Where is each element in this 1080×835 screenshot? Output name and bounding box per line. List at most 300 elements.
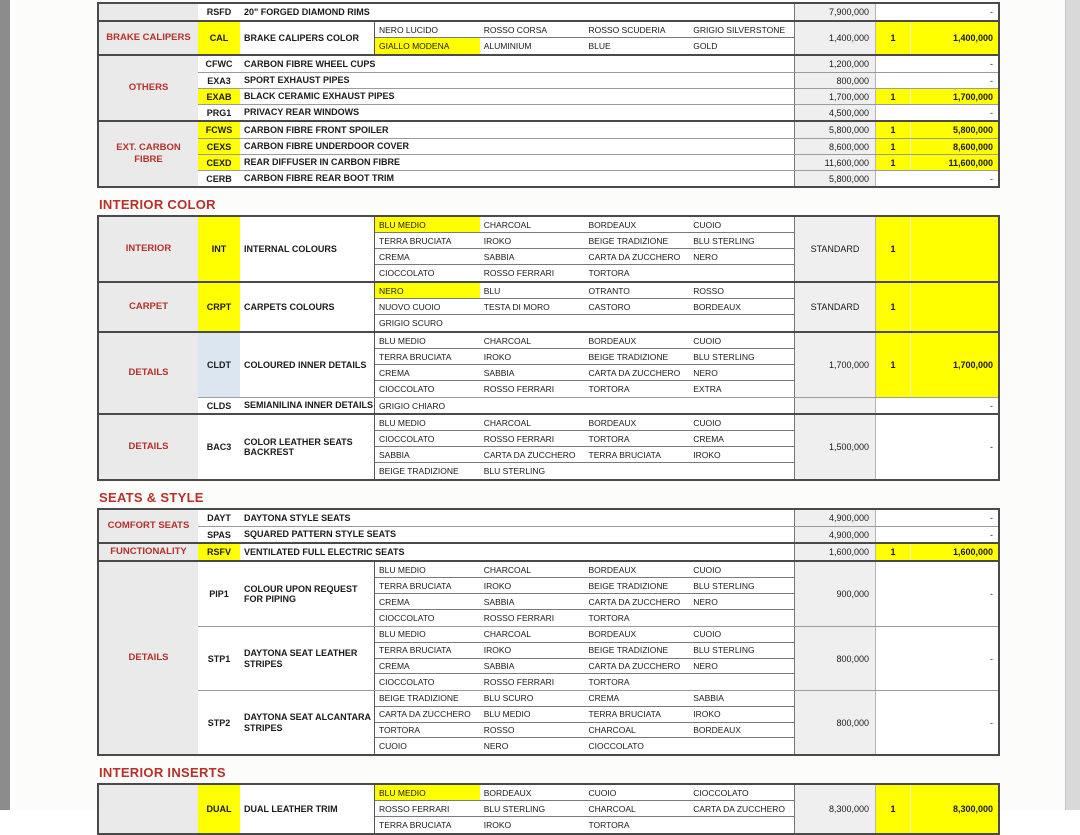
color-option-cell[interactable]: GRIGIO SCURO <box>379 318 443 328</box>
total-cell[interactable]: 1,600,000 <box>910 544 998 560</box>
option-row <box>198 4 998 20</box>
color-option-cell[interactable] <box>585 315 690 331</box>
option-description-cell[interactable]: 20" FORGED DIAMOND RIMS <box>244 6 370 17</box>
category-cell <box>99 122 198 186</box>
category-label: FUNCTIONALITY <box>110 546 187 558</box>
color-option-cell[interactable]: CARTA DA ZUCCHERO <box>588 660 681 671</box>
color-option-cell[interactable]: ROSSO FERRARI <box>483 268 555 278</box>
total-cell[interactable]: 8,300,000 <box>910 785 998 833</box>
color-option-cell[interactable] <box>480 398 585 413</box>
color-option-cell[interactable]: BLU STERLING <box>693 580 755 591</box>
color-option-cell[interactable]: CHARCOAL <box>483 335 531 346</box>
total-cell[interactable]: - <box>990 59 993 69</box>
option-code-cell[interactable]: CEXS <box>198 139 240 154</box>
color-option-cell[interactable]: TERRA BRUCIATA <box>379 235 452 246</box>
color-option-cell[interactable] <box>585 398 690 413</box>
color-option-cell[interactable]: CHARCOAL <box>483 564 531 575</box>
option-description-cell[interactable]: DAYTONA SEAT LEATHER STRIPES <box>244 648 358 669</box>
option-description-cell[interactable]: DUAL LEATHER TRIM <box>244 803 338 814</box>
option-row <box>198 510 998 526</box>
color-option-row <box>375 691 794 707</box>
color-option-cell[interactable]: CREMA <box>588 693 620 704</box>
quantity-cell[interactable]: 1 <box>875 333 910 397</box>
color-option-cell[interactable]: BEIGE TRADIZIONE <box>588 235 669 246</box>
price-cell[interactable]: 1,200,000 <box>794 56 875 72</box>
color-option-cell[interactable]: NERO <box>693 660 718 671</box>
option-row <box>198 562 998 626</box>
total-cell[interactable]: 11,600,000 <box>910 155 998 170</box>
color-option-cell[interactable]: ROSSO FERRARI <box>483 433 555 444</box>
option-code-cell[interactable]: PRG1 <box>206 107 232 118</box>
color-option-cell[interactable]: TERRA BRUCIATA <box>379 820 452 830</box>
quantity-cell[interactable]: 1 <box>875 544 910 560</box>
price-cell[interactable]: 4,500,000 <box>794 105 875 120</box>
color-options-grid <box>374 217 794 281</box>
price-table-area <box>97 2 1000 835</box>
color-option-cell[interactable]: TORTORA <box>588 677 630 688</box>
price-cell[interactable]: 1,400,000 <box>794 22 875 54</box>
options-table-block <box>97 508 1000 756</box>
color-option-cell[interactable]: NERO <box>693 367 718 378</box>
color-option-row <box>375 817 794 833</box>
color-option-cell[interactable]: CUOIO <box>693 629 722 640</box>
option-description-cell[interactable]: REAR DIFFUSER IN CARBON FIBRE <box>244 157 401 168</box>
option-group <box>99 542 998 560</box>
color-option-cell[interactable]: BLU MEDIO <box>379 417 426 428</box>
option-code-cell[interactable]: CLDT <box>198 333 240 397</box>
option-row <box>198 785 998 833</box>
color-option-cell[interactable]: BORDEAUX <box>588 219 637 230</box>
color-option-cell[interactable]: CREMA <box>379 596 410 607</box>
color-options-grid <box>374 627 794 690</box>
color-option-cell[interactable]: CUOIO <box>693 564 722 575</box>
option-code-cell[interactable]: CERB <box>206 173 232 184</box>
option-description-cell[interactable]: PRIVACY REAR WINDOWS <box>244 107 360 118</box>
color-option-cell[interactable]: BORDEAUX <box>483 787 532 798</box>
color-option-cell[interactable]: GOLD <box>693 41 718 51</box>
color-option-row <box>375 381 794 397</box>
option-row <box>198 56 998 72</box>
color-option-cell[interactable]: OTRANTO <box>588 285 630 296</box>
option-code-cell[interactable]: STP2 <box>207 717 231 728</box>
option-code-cell[interactable]: CFWC <box>205 59 233 69</box>
option-group <box>99 120 998 186</box>
price-cell[interactable]: STANDARD <box>794 217 875 281</box>
color-option-cell[interactable] <box>689 398 794 413</box>
quantity-cell[interactable] <box>875 627 910 690</box>
color-option-cell[interactable] <box>689 463 794 479</box>
category-cell <box>99 283 198 331</box>
price-cell[interactable]: STANDARD <box>794 283 875 331</box>
color-option-cell[interactable]: CARTA DA ZUCCHERO <box>588 367 681 378</box>
color-option-cell[interactable]: BLU SCURO <box>483 693 534 704</box>
color-option-cell[interactable]: BLU STERLING <box>693 645 755 656</box>
color-option-cell[interactable]: CREMA <box>379 660 410 671</box>
price-cell[interactable]: 7,900,000 <box>794 4 875 20</box>
color-option-cell[interactable]: CHARCOAL <box>483 417 531 428</box>
color-option-cell[interactable]: BLU MEDIO <box>379 629 426 640</box>
color-option-cell[interactable]: BLU MEDIO <box>483 709 531 720</box>
color-option-cell[interactable] <box>689 674 794 690</box>
category-label: COMFORT SEATS <box>107 520 190 532</box>
color-option-cell[interactable]: CHARCOAL <box>483 219 531 230</box>
quantity-cell[interactable]: 1 <box>875 283 910 331</box>
color-option-cell[interactable]: ROSSO FERRARI <box>483 384 555 394</box>
color-option-cell[interactable]: TERRA BRUCIATA <box>379 580 452 591</box>
color-option-cell[interactable]: BORDEAUX <box>588 335 637 346</box>
color-option-cell[interactable]: CIOCCOLATO <box>379 433 435 444</box>
option-description-cell[interactable]: COLOURED INNER DETAILS <box>244 359 367 370</box>
color-option-cell[interactable]: CHARCOAL <box>588 803 636 814</box>
option-code-cell[interactable]: PIP1 <box>209 589 229 599</box>
color-option-cell[interactable]: GRIGIO SILVERSTONE <box>693 24 786 35</box>
color-option-cell[interactable]: BLU MEDIO <box>379 564 426 575</box>
color-option-cell[interactable]: NERO <box>375 283 480 298</box>
color-option-row <box>375 398 794 413</box>
price-cell[interactable]: 5,800,000 <box>794 171 875 186</box>
option-description-cell[interactable]: SQUARED PATTERN STYLE SEATS <box>244 529 397 540</box>
color-option-cell[interactable]: BLU MEDIO <box>375 785 480 800</box>
price-cell[interactable]: 8,300,000 <box>794 785 875 833</box>
color-option-row <box>375 562 794 578</box>
option-description-cell[interactable]: INTERNAL COLOURS <box>244 243 337 254</box>
option-code-cell[interactable]: RSFV <box>198 544 240 560</box>
color-option-cell[interactable]: BORDEAUX <box>693 724 741 735</box>
price-cell[interactable]: 1,700,000 <box>794 89 875 104</box>
option-rows <box>198 415 998 479</box>
color-option-cell[interactable]: CASTORO <box>588 301 631 312</box>
color-option-cell[interactable]: CARTA DA ZUCCHERO <box>379 709 471 720</box>
total-cell[interactable]: 1,700,000 <box>910 89 998 104</box>
color-option-cell[interactable]: IROKO <box>693 709 721 720</box>
color-option-cell[interactable]: BLU <box>483 285 501 296</box>
color-option-cell[interactable]: TORTORA <box>588 433 630 444</box>
option-description-cell[interactable]: CARBON FIBRE REAR BOOT TRIM <box>244 173 394 184</box>
option-group <box>99 413 998 479</box>
option-code-cell[interactable]: CEXD <box>198 155 240 170</box>
color-option-cell[interactable]: CIOCCOLATO <box>379 677 435 688</box>
color-option-cell[interactable]: BLU MEDIO <box>379 335 426 346</box>
color-option-cell[interactable]: NERO <box>693 251 718 262</box>
color-option-cell[interactable]: TORTORA <box>379 724 421 735</box>
color-option-cell[interactable]: TERRA BRUCIATA <box>379 351 452 362</box>
color-option-cell[interactable]: CUOIO <box>693 417 722 428</box>
color-options-grid <box>374 22 794 54</box>
color-option-row <box>375 463 794 479</box>
quantity-cell[interactable] <box>875 691 910 754</box>
color-option-cell[interactable]: CARTA DA ZUCCHERO <box>588 251 681 262</box>
color-option-row <box>375 315 794 331</box>
color-option-cell[interactable]: SABBIA <box>483 251 515 262</box>
color-option-cell[interactable]: ROSSO FERRARI <box>483 613 555 623</box>
color-option-cell[interactable]: IROKO <box>693 449 721 460</box>
option-description-cell[interactable]: SPORT EXHAUST PIPES <box>244 75 350 86</box>
color-option-cell[interactable]: BLU STERLING <box>693 235 755 246</box>
color-option-cell[interactable]: BLU STERLING <box>483 803 546 814</box>
color-option-cell[interactable]: BLU STERLING <box>483 466 546 476</box>
color-option-cell[interactable] <box>689 610 794 626</box>
color-option-cell[interactable] <box>689 315 794 331</box>
option-description-cell[interactable]: DAYTONA STYLE SEATS <box>244 512 351 523</box>
option-description-cell[interactable]: COLOUR UPON REQUEST FOR PIPING <box>244 583 358 604</box>
color-option-row <box>375 627 794 643</box>
price-cell[interactable]: 1,600,000 <box>794 544 875 560</box>
quantity-cell[interactable] <box>875 4 910 20</box>
option-description-cell[interactable]: BLACK CERAMIC EXHAUST PIPES <box>244 91 395 102</box>
option-group <box>99 510 998 542</box>
color-option-cell[interactable]: BORDEAUX <box>588 564 637 575</box>
total-cell[interactable]: - <box>990 7 993 17</box>
color-option-cell[interactable]: BEIGE TRADIZIONE <box>379 693 459 704</box>
color-option-cell[interactable]: IROKO <box>483 820 512 830</box>
option-description-cell[interactable]: COLOR LEATHER SEATS BACKREST <box>244 436 353 457</box>
option-row <box>198 72 998 88</box>
color-option-cell[interactable]: BEIGE TRADIZIONE <box>379 466 459 476</box>
color-option-cell[interactable]: ROSSO SCUDERIA <box>588 24 666 35</box>
price-cell[interactable]: 1,500,000 <box>794 415 875 479</box>
price-cell[interactable]: 1,700,000 <box>794 333 875 397</box>
quantity-cell[interactable]: 1 <box>875 155 910 170</box>
total-cell[interactable]: 5,800,000 <box>910 122 998 138</box>
color-option-cell[interactable]: BORDEAUX <box>588 417 637 428</box>
color-option-cell[interactable] <box>689 738 794 754</box>
quantity-cell[interactable] <box>875 562 910 626</box>
color-option-row <box>375 283 794 299</box>
option-description-cell[interactable]: CARBON FIBRE FRONT SPOILER <box>244 124 389 135</box>
color-option-cell[interactable]: IROKO <box>483 351 512 362</box>
color-option-row <box>375 610 794 626</box>
total-cell[interactable] <box>910 283 998 331</box>
total-cell[interactable] <box>910 217 998 281</box>
color-option-cell[interactable]: ROSSO <box>693 285 724 296</box>
option-group <box>99 4 998 20</box>
option-code-cell[interactable]: EXA3 <box>207 75 231 86</box>
price-cell[interactable]: 4,900,000 <box>794 527 875 542</box>
color-option-cell[interactable]: NUOVO CUOIO <box>379 301 441 312</box>
price-cell[interactable]: 800,000 <box>794 627 875 690</box>
color-option-cell[interactable] <box>689 817 794 833</box>
color-option-cell[interactable]: CUOIO <box>588 787 617 798</box>
color-option-cell[interactable]: CIOCCOLATO <box>379 384 435 394</box>
option-code-cell[interactable]: SPAS <box>207 529 231 540</box>
quantity-cell[interactable]: 1 <box>875 22 910 54</box>
quantity-cell[interactable] <box>875 527 910 542</box>
color-option-cell[interactable]: BEIGE TRADIZIONE <box>588 580 669 591</box>
color-option-cell[interactable]: CREMA <box>693 433 724 444</box>
price-cell[interactable]: 11,600,000 <box>794 155 875 170</box>
total-cell[interactable]: - <box>990 513 993 523</box>
option-code-cell[interactable]: CRPT <box>198 283 240 331</box>
option-code-cell[interactable]: STP1 <box>207 653 231 664</box>
color-option-cell[interactable]: IROKO <box>483 580 512 591</box>
color-option-cell[interactable]: CUOIO <box>693 335 722 346</box>
total-cell[interactable]: - <box>990 400 993 411</box>
color-option-cell[interactable]: CREMA <box>379 367 410 378</box>
option-description-cell[interactable]: CARBON FIBRE WHEEL CUPS <box>244 58 376 69</box>
option-rows <box>198 562 998 754</box>
color-option-cell[interactable]: SABBIA <box>483 660 515 671</box>
quantity-cell[interactable] <box>875 510 910 526</box>
color-option-cell[interactable]: BLUE <box>588 41 611 51</box>
color-option-cell[interactable]: GRIGIO CHIARO <box>379 400 446 411</box>
option-row <box>198 690 998 754</box>
color-option-cell[interactable] <box>689 265 794 281</box>
color-option-cell[interactable]: SABBIA <box>693 693 724 704</box>
color-option-cell[interactable]: TERRA BRUCIATA <box>379 645 452 656</box>
color-option-cell[interactable]: TERRA BRUCIATA <box>588 709 661 720</box>
quantity-cell[interactable] <box>875 105 910 120</box>
color-option-cell[interactable]: CUOIO <box>379 741 407 752</box>
color-option-cell[interactable]: NERO LUCIDO <box>379 24 439 35</box>
color-option-cell[interactable]: ALUMINIUM <box>483 41 532 51</box>
color-option-cell[interactable]: CARTA DA ZUCCHERO <box>693 803 786 814</box>
option-group <box>99 785 998 833</box>
color-option-cell[interactable]: NERO <box>693 596 718 607</box>
options-table-block <box>97 783 1000 835</box>
option-row <box>198 122 998 138</box>
quantity-cell[interactable]: 1 <box>875 89 910 104</box>
quantity-cell[interactable]: 1 <box>875 785 910 833</box>
option-code-cell[interactable]: CAL <box>198 22 240 54</box>
price-cell[interactable]: 800,000 <box>794 73 875 88</box>
option-code-cell[interactable]: BAC3 <box>206 442 232 452</box>
option-code-cell[interactable]: CLDS <box>206 400 232 411</box>
option-rows <box>198 22 998 54</box>
color-option-cell[interactable]: SABBIA <box>379 449 410 460</box>
total-cell[interactable]: - <box>990 107 993 118</box>
color-option-cell[interactable]: CREMA <box>379 251 410 262</box>
color-option-cell[interactable]: CIOCCOLATO <box>379 268 435 278</box>
color-option-row <box>375 349 794 365</box>
color-option-cell[interactable]: CARTA DA ZUCCHERO <box>588 596 681 607</box>
color-option-cell[interactable]: BEIGE TRADIZIONE <box>588 645 669 656</box>
option-code-cell[interactable]: DUAL <box>198 785 240 833</box>
color-option-cell[interactable]: CIOCCOLATO <box>379 613 435 623</box>
color-option-cell[interactable]: CHARCOAL <box>483 629 531 640</box>
total-cell[interactable]: - <box>990 442 993 452</box>
option-description-cell[interactable]: SEMIANILINA INNER DETAILS <box>244 400 374 411</box>
color-option-cell[interactable]: GIALLO MODENA <box>375 38 480 54</box>
color-option-cell[interactable] <box>585 463 690 479</box>
quantity-cell[interactable] <box>875 415 910 479</box>
price-cell[interactable]: 800,000 <box>794 691 875 754</box>
color-option-cell[interactable]: EXTRA <box>693 384 722 394</box>
color-option-cell[interactable]: TORTORA <box>588 613 630 623</box>
color-option-cell[interactable]: SABBIA <box>483 596 515 607</box>
price-cell[interactable]: 4,900,000 <box>794 510 875 526</box>
price-cell[interactable]: 900,000 <box>794 562 875 626</box>
option-description-cell[interactable]: CARBON FIBRE UNDERDOOR COVER <box>244 141 410 152</box>
color-option-cell[interactable]: TERRA BRUCIATA <box>588 449 661 460</box>
color-option-cell[interactable]: NERO <box>483 741 509 752</box>
option-row <box>198 544 998 560</box>
color-option-cell[interactable]: TORTORA <box>588 268 630 278</box>
color-option-cell[interactable]: TORTORA <box>588 820 630 830</box>
color-option-cell[interactable]: TESTA DI MORO <box>483 301 550 312</box>
quantity-cell[interactable]: 1 <box>875 139 910 154</box>
price-cell[interactable]: 5,800,000 <box>794 122 875 138</box>
color-option-cell[interactable]: IROKO <box>483 645 512 656</box>
color-option-cell[interactable]: BORDEAUX <box>693 301 741 312</box>
quantity-cell[interactable] <box>875 73 910 88</box>
color-option-cell[interactable]: CIOCCOLATO <box>588 741 644 752</box>
color-option-cell[interactable]: CARTA DA ZUCCHERO <box>483 449 576 460</box>
quantity-cell[interactable]: 1 <box>875 217 910 281</box>
category-cell <box>99 22 198 54</box>
total-cell[interactable]: - <box>990 173 993 184</box>
color-option-cell[interactable]: CUOIO <box>693 219 722 230</box>
color-options-grid <box>374 398 794 413</box>
option-description-cell[interactable]: VENTILATED FULL ELECTRIC SEATS <box>244 546 405 557</box>
quantity-cell[interactable]: 1 <box>875 122 910 138</box>
option-description-cell[interactable]: CARPETS COLOURS <box>244 301 335 312</box>
color-options-grid <box>374 785 794 833</box>
color-option-cell[interactable]: CHARCOAL <box>588 724 636 735</box>
option-rows <box>198 510 998 542</box>
total-cell[interactable]: - <box>990 717 993 728</box>
color-option-cell[interactable]: BEIGE TRADIZIONE <box>588 351 669 362</box>
price-cell[interactable] <box>794 398 875 413</box>
option-code-cell[interactable]: DAYT <box>207 513 231 523</box>
color-option-cell[interactable]: ROSSO FERRARI <box>379 803 450 814</box>
quantity-cell[interactable] <box>875 171 910 186</box>
color-option-cell[interactable]: ROSSO <box>483 724 515 735</box>
color-option-cell[interactable]: BLU STERLING <box>693 351 755 362</box>
quantity-cell[interactable] <box>875 398 910 413</box>
color-option-cell[interactable]: IROKO <box>483 235 512 246</box>
option-code-cell[interactable]: FCWS <box>198 122 240 138</box>
section-title: INTERIOR INSERTS <box>99 765 226 780</box>
color-option-cell[interactable]: ROSSO FERRARI <box>483 677 555 688</box>
color-option-row <box>375 415 794 431</box>
color-option-row <box>375 723 794 739</box>
option-description-cell[interactable]: DAYTONA SEAT ALCANTARA STRIPES <box>244 712 371 733</box>
total-cell[interactable]: - <box>990 589 993 599</box>
total-cell[interactable]: - <box>990 529 993 540</box>
total-cell[interactable]: - <box>990 653 993 664</box>
total-cell[interactable]: 8,600,000 <box>910 139 998 154</box>
color-option-cell[interactable]: BLU MEDIO <box>375 217 480 232</box>
page-left-border <box>0 0 10 810</box>
total-cell[interactable]: 1,400,000 <box>910 22 998 54</box>
category-label: EXT. CARBON FIBRE <box>116 142 181 165</box>
option-row <box>198 283 998 331</box>
category-cell <box>99 217 198 281</box>
color-option-cell[interactable]: CIOCCOLATO <box>693 787 749 798</box>
category-label: DETAILS <box>128 367 169 379</box>
color-option-cell[interactable]: BORDEAUX <box>588 629 637 640</box>
option-code-cell[interactable]: EXAB <box>198 89 240 104</box>
options-table-block <box>97 215 1000 481</box>
option-group <box>99 217 998 281</box>
option-code-cell[interactable]: INT <box>198 217 240 281</box>
price-cell[interactable]: 8,600,000 <box>794 139 875 154</box>
color-option-row <box>375 233 794 249</box>
quantity-cell[interactable] <box>875 56 910 72</box>
total-cell[interactable]: 1,700,000 <box>910 333 998 397</box>
page-right-border <box>1065 0 1080 810</box>
color-option-cell[interactable]: SABBIA <box>483 367 515 378</box>
color-option-row <box>375 217 794 233</box>
option-code-cell[interactable]: RSFD <box>206 7 232 17</box>
color-option-cell[interactable]: TORTORA <box>588 384 630 394</box>
color-option-cell[interactable]: ROSSO CORSA <box>483 24 548 35</box>
category-cell <box>99 510 198 542</box>
color-option-cell[interactable] <box>480 315 585 331</box>
total-cell[interactable]: - <box>990 75 993 86</box>
option-description-cell[interactable]: BRAKE CALIPERS COLOR <box>244 32 360 43</box>
option-rows <box>198 333 998 413</box>
